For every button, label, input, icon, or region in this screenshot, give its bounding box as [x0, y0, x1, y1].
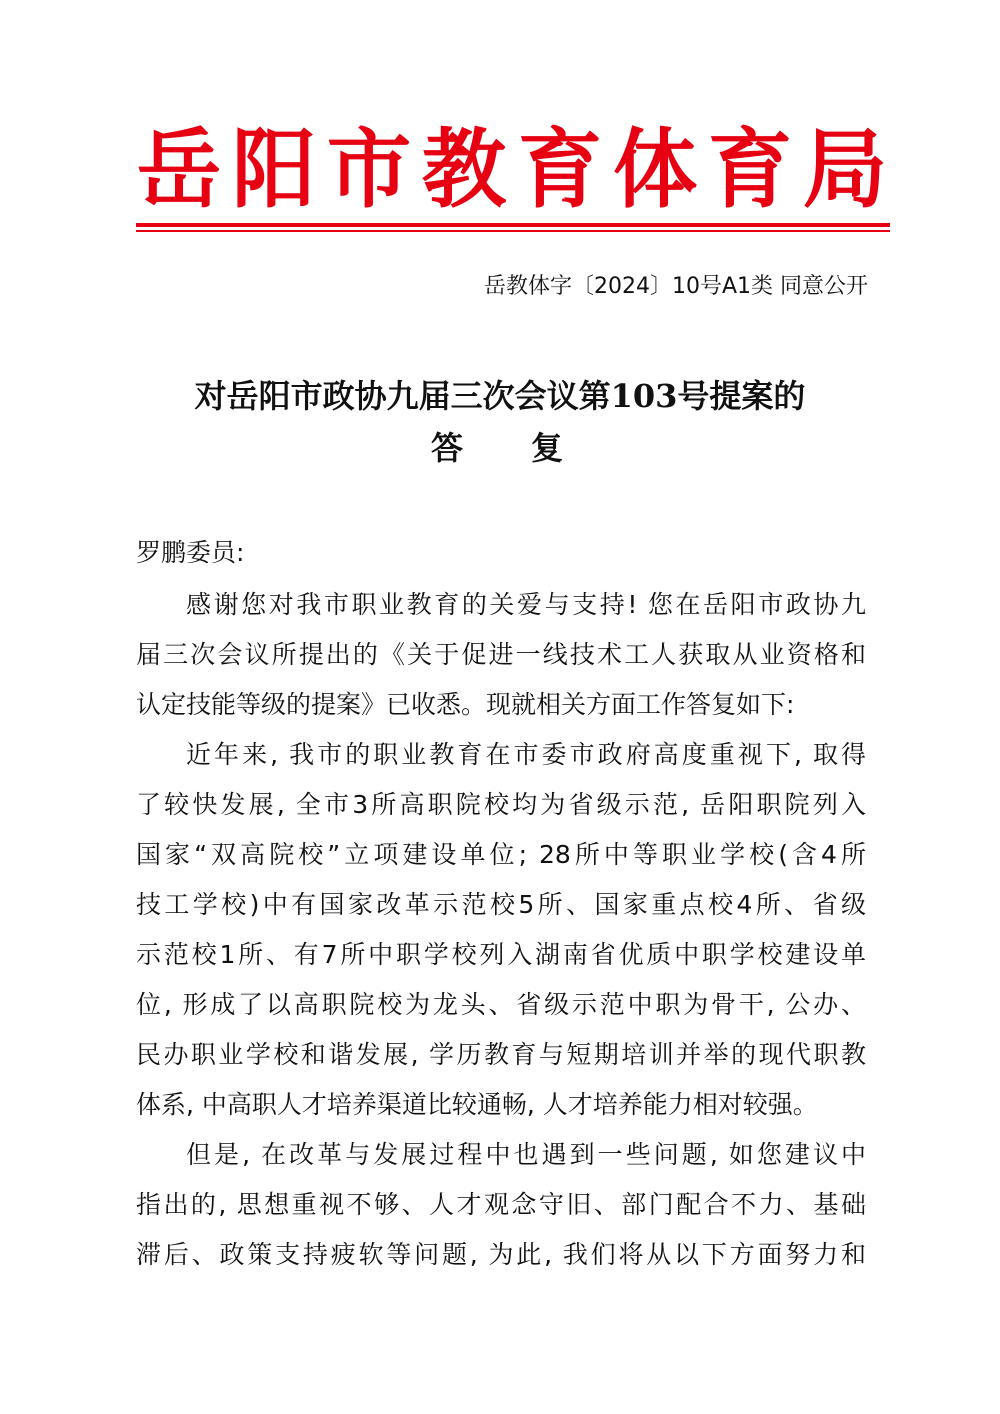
body-line: 认定技能等级的提案》已收悉。现就相关方面工作答复如下:: [136, 690, 795, 719]
body-line: 了较快发展, 全市3所高职院校均为省级示范, 岳阳职院列入: [136, 790, 866, 819]
body-line: 届三次会议所提出的《关于促进一线技术工人获取从业资格和: [136, 640, 866, 669]
masthead-divider-thick: [136, 223, 890, 227]
document-number: 岳教体字〔2024〕10号A1类 同意公开: [483, 274, 868, 299]
body-line: 民办职业学校和谐发展, 学历教育与短期培训并举的现代职教: [136, 1040, 866, 1069]
body-line: 但是, 在改革与发展过程中也遇到一些问题, 如您建议中: [186, 1140, 866, 1169]
masthead-char: 育: [707, 119, 792, 220]
masthead-org-name: [136, 120, 888, 220]
masthead-char: 阳: [232, 119, 317, 220]
masthead-char: 局: [802, 119, 888, 220]
masthead-char: 岳: [136, 119, 222, 220]
title-char: 复: [531, 429, 570, 467]
body-line: 示范校1所、有7所中职学校列入湖南省优质中职学校建设单: [136, 940, 866, 969]
document-title-line2: [100, 426, 900, 470]
masthead-char: 市: [327, 119, 412, 220]
body-line: 位, 形成了以高职院校为龙头、省级示范中职为骨干, 公办、: [136, 990, 866, 1019]
masthead-divider-thin: [136, 230, 890, 232]
body-line: 指出的, 思想重视不够、人才观念守旧、部门配合不力、基础: [136, 1190, 866, 1219]
title-char: 答: [430, 429, 469, 467]
masthead-char: 育: [517, 119, 602, 220]
body-line: 国家“双高院校”立项建设单位; 28所中等职业学校(含4所: [136, 840, 866, 869]
body-line: 技工学校)中有国家改革示范校5所、国家重点校4所、省级: [136, 890, 866, 919]
masthead-char: 教: [422, 119, 507, 220]
document-title-line1: 对岳阳市政协九届三次会议第103号提案的: [194, 377, 806, 415]
body-line: 滞后、政策支持疲软等问题, 为此, 我们将从以下方面努力和: [136, 1240, 866, 1269]
body-line: 体系, 中高职人才培养渠道比较通畅, 人才培养能力相对较强。: [136, 1090, 818, 1119]
masthead-char: 体: [612, 119, 697, 220]
body-line: 近年来, 我市的职业教育在市委市政府高度重视下, 取得: [186, 740, 866, 769]
body-line: 感谢您对我市职业教育的关爱与支持! 您在岳阳市政协九: [186, 590, 866, 619]
salutation: 罗鹏委员:: [136, 538, 245, 567]
